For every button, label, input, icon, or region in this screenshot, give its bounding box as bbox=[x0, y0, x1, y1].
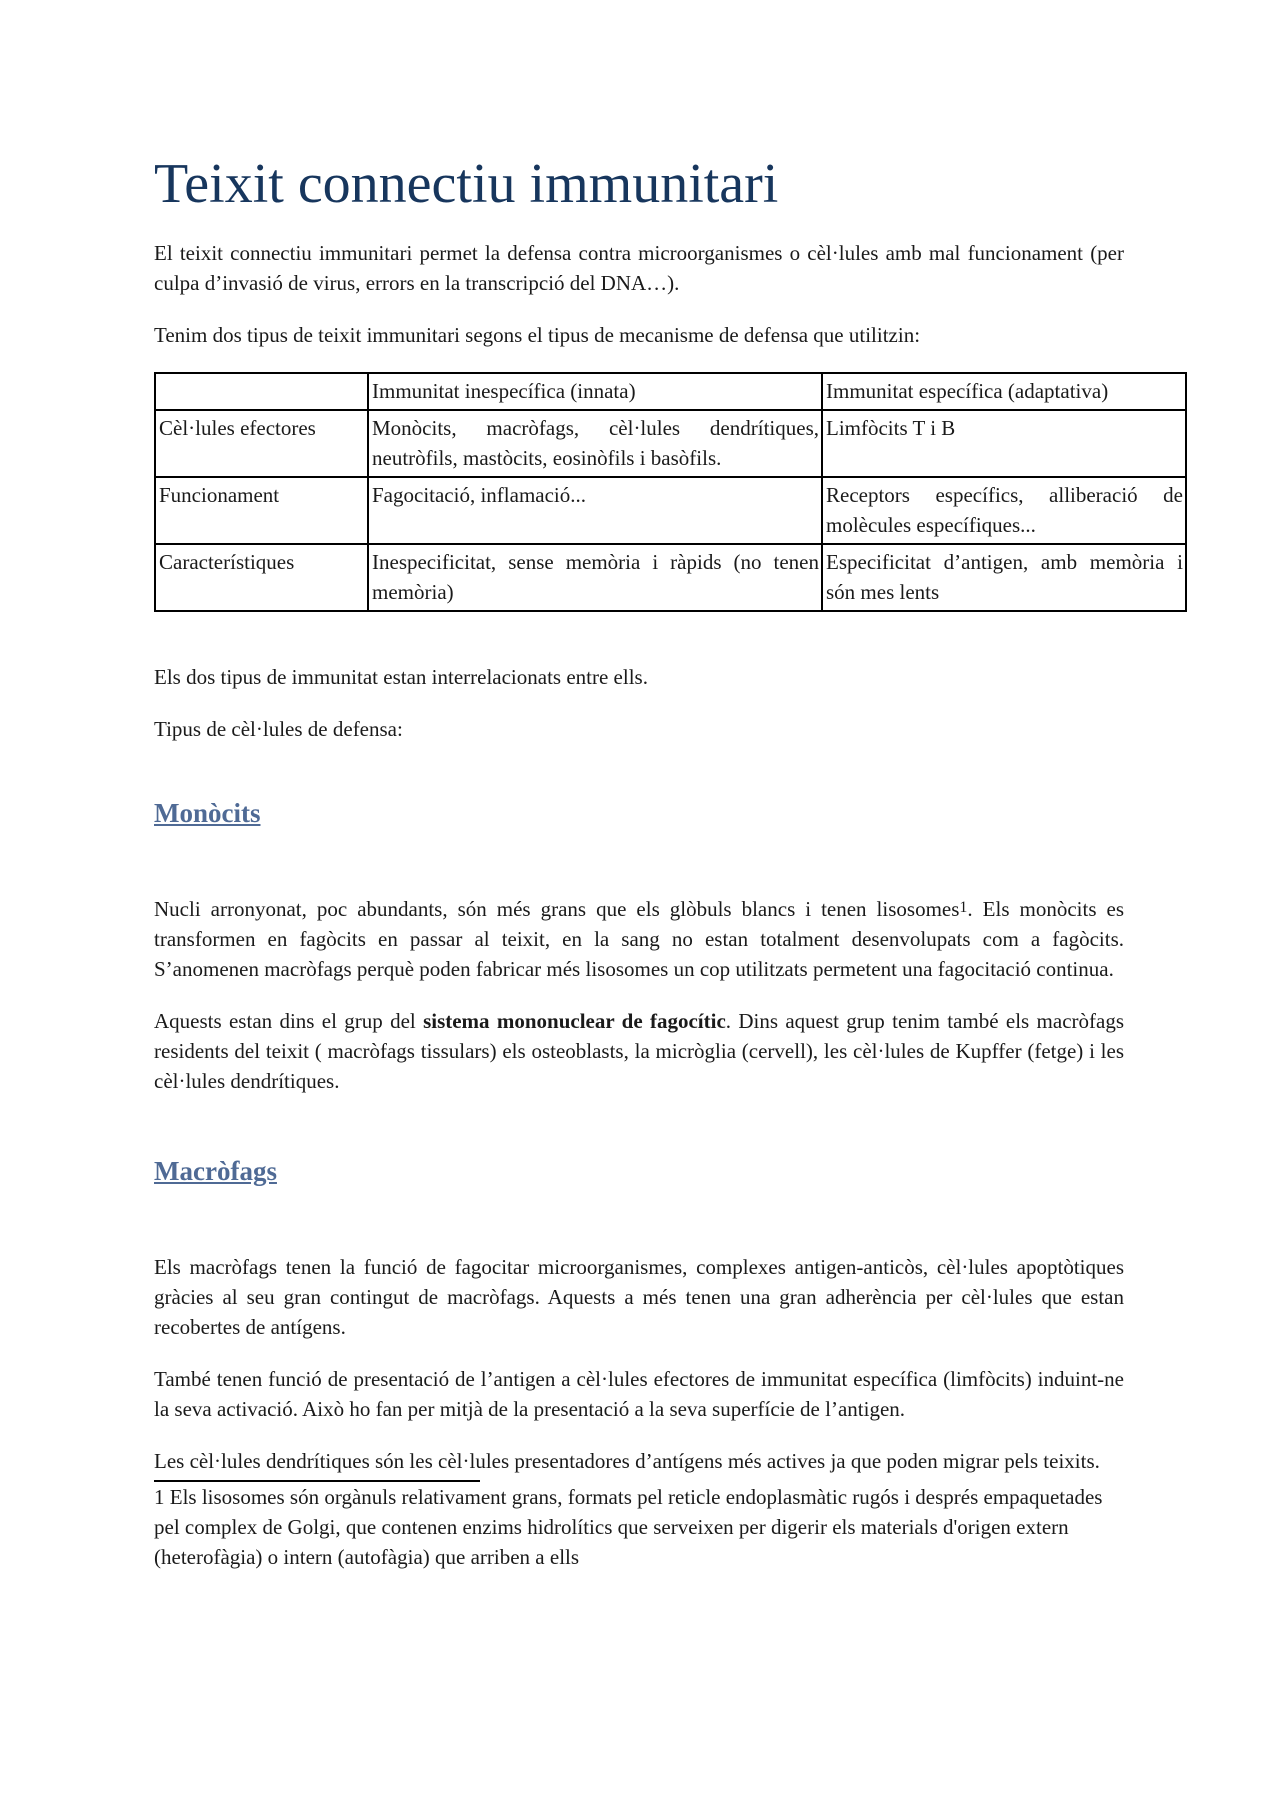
table-cell: Cèl·lules efectores bbox=[155, 410, 368, 477]
monocits-text: Aquests estan dins el grup del bbox=[154, 1009, 424, 1033]
table-cell: Especificitat d’antigen, amb memòria i són mes lents bbox=[822, 544, 1186, 611]
monocits-text: . Els monòcits es transformen en fagòcits en passar al teixit, en la sang no estan totalment desenvolupats com a fagòcits. S’anomenen macròfags perquè poden fabricar més lisosomes un cop utilitzats permetent una fagocitació continua. bbox=[154, 897, 1124, 981]
macrofags-paragraph-2: També tenen funció de presentació de l’antigen a cèl·lules efectores de immunitat específica (limfòcits) induint-ne la seva activació. Això ho fan per mitjà de la presentació a la seva superfície de l’antigen. bbox=[154, 1367, 1124, 1421]
heading-macrofags: Macròfags bbox=[154, 1156, 277, 1186]
types-intro-paragraph: Tenim dos tipus de teixit immunitari segons el tipus de mecanisme de defensa que utilitzin: bbox=[154, 323, 921, 347]
macrofags-paragraph-3: Les cèl·lules dendrítiques són les cèl·lules presentadores d’antígens més actives ja que poden migrar pels teixits. bbox=[154, 1449, 1100, 1473]
table-cell: Limfòcits T i B bbox=[822, 410, 1186, 477]
monocits-paragraph-1 bbox=[154, 894, 1124, 984]
macrofags-paragraph-1: Els macròfags tenen la funció de fagocitar microorganismes, complexes antigen-anticòs, cèl·lules apoptòtiques gràcies al seu gran contingut de macròfags. Aquests a més tenen una gran adherència per cèl·lules que estan recobertes de antígens. bbox=[154, 1255, 1124, 1339]
table-header-cell: Immunitat específica (adaptativa) bbox=[822, 373, 1186, 410]
table-header-row bbox=[155, 373, 1186, 410]
table-cell: Monòcits, macròfags, cèl·lules dendrítiques, neutròfils, mastòcits, eosinòfils i basòfils. bbox=[368, 410, 822, 477]
bold-term: sistema mononuclear de fagocític bbox=[423, 1009, 726, 1033]
document-page bbox=[154, 150, 1183, 1572]
heading-monocits: Monòcits bbox=[154, 798, 261, 828]
monocits-paragraph-2 bbox=[154, 1006, 1124, 1096]
cell-types-label: Tipus de cèl·lules de defensa: bbox=[154, 717, 403, 741]
interrelation-paragraph: Els dos tipus de immunitat estan interrelacionats entre ells. bbox=[154, 665, 648, 689]
footnote: 1 Els lisosomes són orgànuls relativament grans, formats pel reticle endoplasmàtic rugós i després empaquetades pel complex de Golgi, que contenen enzims hidrolítics que serveixen per digerir els materials d'origen extern (heterofàgia) o intern (autofàgia) que arriben a ells bbox=[154, 1485, 1103, 1569]
monocits-text: Nucli arronyonat, poc abundants, són més grans que els glòbuls blancs i tenen lisosomes bbox=[154, 897, 960, 921]
table-cell: Receptors específics, alliberació de molècules específiques... bbox=[822, 477, 1186, 544]
table-cell: Característiques bbox=[155, 544, 368, 611]
intro-paragraph: El teixit connectiu immunitari permet la defensa contra microorganismes o cèl·lules amb mal funcionament (per culpa d’invasió de virus, errors en la transcripció del DNA…). bbox=[154, 241, 1124, 295]
table-cell: Inespecificitat, sense memòria i ràpids (no tenen memòria) bbox=[368, 544, 822, 611]
footnote-ref[interactable]: 1 bbox=[959, 899, 968, 916]
monocits-text: . Dins aquest grup tenim també els macròfags residents del teixit ( macròfags tissulars) els osteoblasts, la micròglia (cervell), les cèl·lules de Kupffer (fetge) i les cèl·lules dendrítiques. bbox=[154, 1009, 1125, 1093]
table-cell: Fagocitació, inflamació... bbox=[368, 477, 822, 544]
table-header-cell bbox=[155, 373, 368, 410]
table-row bbox=[155, 477, 1186, 544]
immunity-comparison-table bbox=[154, 372, 1187, 612]
table-cell: Funcionament bbox=[155, 477, 368, 544]
table-header-cell: Immunitat inespecífica (innata) bbox=[368, 373, 822, 410]
table-row bbox=[155, 410, 1186, 477]
table-row bbox=[155, 544, 1186, 611]
page-title: Teixit connectiu immunitari bbox=[154, 153, 779, 215]
